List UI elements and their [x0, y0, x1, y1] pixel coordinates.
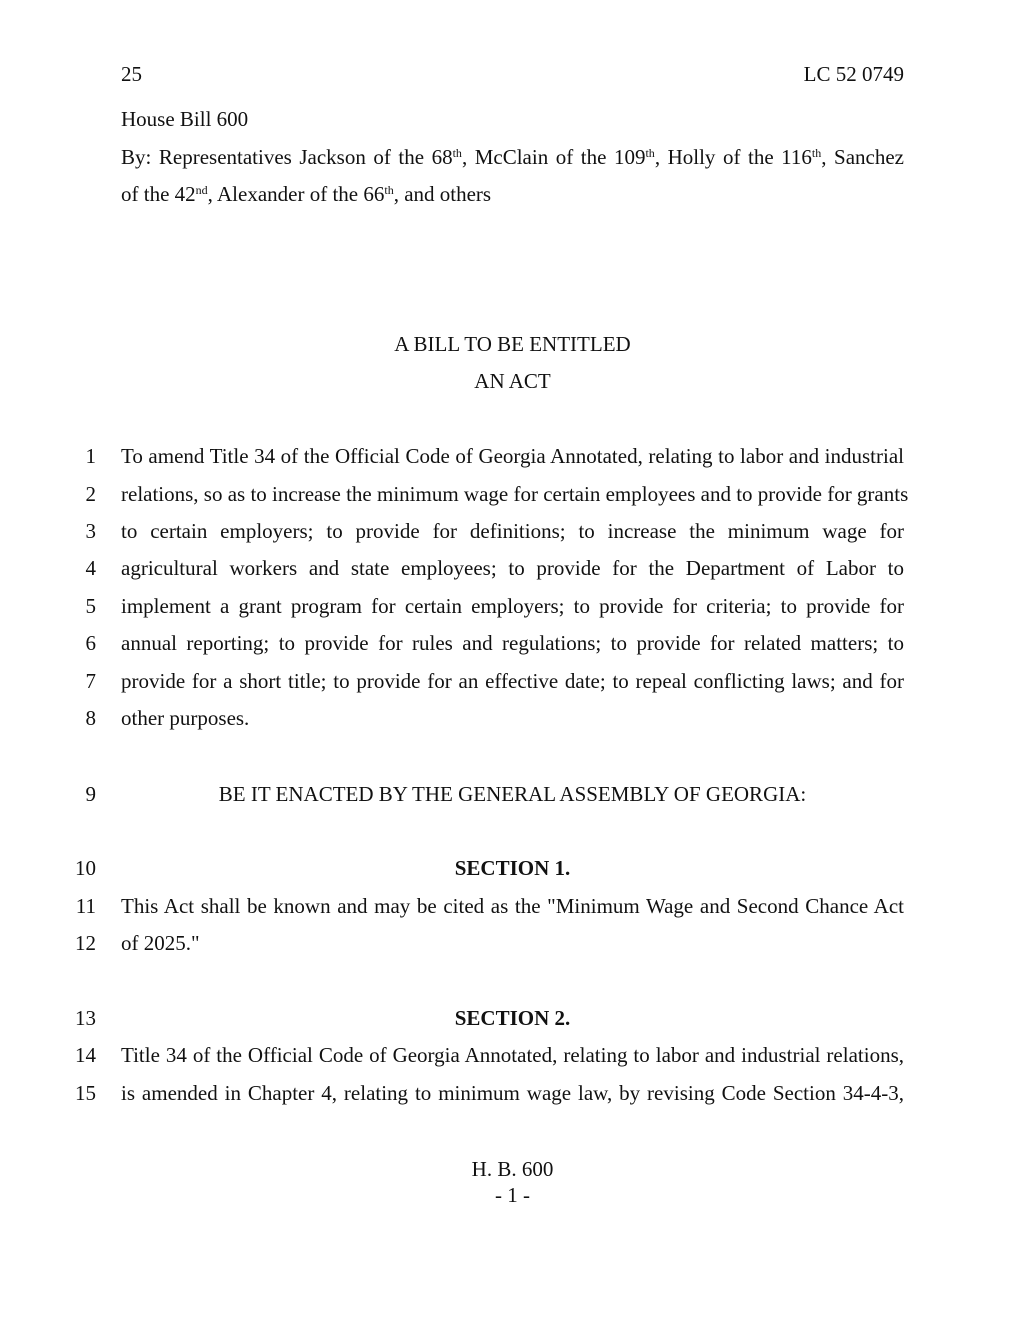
line-number: 8: [85, 706, 96, 730]
line-number: 6: [85, 631, 96, 655]
line-text: implement a grant program for certain employers; to provide for criteria; to provide for: [121, 594, 904, 618]
line-text: Title 34 of the Official Code of Georgia Annotated, relating to labor and industrial relations,: [121, 1043, 904, 1067]
line-text: provide for a short title; to provide for an effective date; to repeal conflicting laws; and for: [121, 669, 904, 693]
line-number: 13: [75, 1006, 96, 1030]
line-number: 3: [85, 519, 96, 543]
line-number: 1: [85, 444, 96, 468]
sponsors-line-2: of the 42nd, Alexander of the 66th, and others: [121, 182, 492, 206]
lc-code: LC 52 0749: [803, 62, 904, 86]
bill-title: House Bill 600: [121, 107, 249, 131]
footer-bill-ref: H. B. 600: [471, 1157, 554, 1181]
line-number: 12: [75, 931, 96, 955]
line-text: agricultural workers and state employees; to provide for the Department of Labor to: [121, 556, 904, 580]
session-number: 25: [121, 62, 142, 86]
line-number: 10: [75, 856, 96, 880]
line-number: 11: [75, 894, 96, 918]
line-text: other purposes.: [121, 706, 250, 730]
line-number: 15: [75, 1081, 96, 1105]
line-text: relations, so as to increase the minimum wage for certain employees and to provide for grants: [121, 482, 909, 506]
section-2-heading: SECTION 2.: [454, 1006, 571, 1030]
line-text: to certain employers; to provide for definitions; to increase the minimum wage for: [121, 519, 904, 543]
footer-page-number: - 1 -: [495, 1183, 530, 1207]
heading-bill-entitled: A BILL TO BE ENTITLED: [394, 332, 631, 356]
enacting-clause: BE IT ENACTED BY THE GENERAL ASSEMBLY OF GEORGIA:: [218, 782, 807, 806]
line-number: 5: [85, 594, 96, 618]
line-text: This Act shall be known and may be cited as the "Minimum Wage and Second Chance Act: [121, 894, 904, 918]
line-number: 14: [75, 1043, 96, 1067]
heading-an-act: AN ACT: [474, 369, 551, 393]
line-text: of 2025.": [121, 931, 200, 955]
line-number: 2: [85, 482, 96, 506]
sponsors-line-1: By: Representatives Jackson of the 68th, McClain of the 109th, Holly of the 116th, Sanchez: [121, 145, 904, 169]
line-number: 4: [85, 556, 96, 580]
line-text: To amend Title 34 of the Official Code of Georgia Annotated, relating to labor and industrial: [121, 444, 904, 468]
line-number: 9: [85, 782, 96, 806]
section-1-heading: SECTION 1.: [454, 856, 571, 880]
line-text: annual reporting; to provide for rules and regulations; to provide for related matters; to: [121, 631, 904, 655]
line-number: 7: [85, 669, 96, 693]
line-text: is amended in Chapter 4, relating to minimum wage law, by revising Code Section 34-4-3,: [121, 1081, 904, 1105]
